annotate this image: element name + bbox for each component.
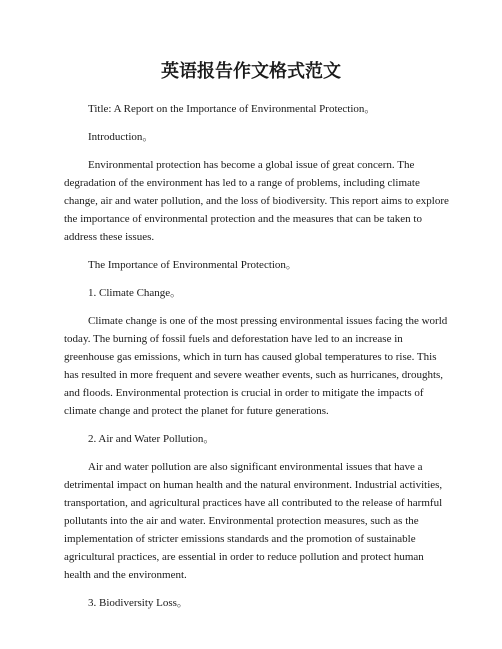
pollution-heading: 2. Air and Water Pollution。 (88, 433, 215, 445)
climate-change-paragraph: Climate change is one of the most pressing environmental issues facing the world today. The burning of fossil fuels and deforestation have led to an increase in greenhouse gas emissions, which in turn has caused global temperatures to rise. This has resulted in more frequent and severe weather events, such as hurricanes, droughts, and floods. Environmental protection is crucial in order to mitigate the impacts of climate change and protect the planet for future generations. (64, 315, 448, 417)
climate-change-heading: 1. Climate Change。 (88, 287, 182, 299)
pollution-paragraph: Air and water pollution are also significant environmental issues that have a detrimental impact on human health and the natural environment. Industrial activities, transportation, and agricultural practices have all contributed to the release of harmful pollutants into the air and water. Environmental protection measures, such as the implementation of stricter emissions standards and the promotion of sustainable agricultural practices, are essential in order to reduce pollution and protect human health and the environment. (64, 461, 443, 581)
introduction-paragraph: Environmental protection has become a global issue of great concern. The degradation of the environment has led to a range of problems, including climate change, air and water pollution, and the loss of biodiversity. This report aims to explore the importance of environmental protection and the measures that can be taken to address these issues. (64, 159, 449, 243)
document-title: 英语报告作文格式范文 (161, 61, 341, 82)
biodiversity-heading: 3. Biodiversity Loss。 (88, 597, 188, 609)
introduction-heading: Introduction。 (88, 131, 154, 143)
document-body (64, 100, 450, 622)
report-title-line: Title: A Report on the Importance of Environmental Protection。 (88, 103, 376, 115)
importance-heading: The Importance of Environmental Protection。 (88, 259, 297, 271)
